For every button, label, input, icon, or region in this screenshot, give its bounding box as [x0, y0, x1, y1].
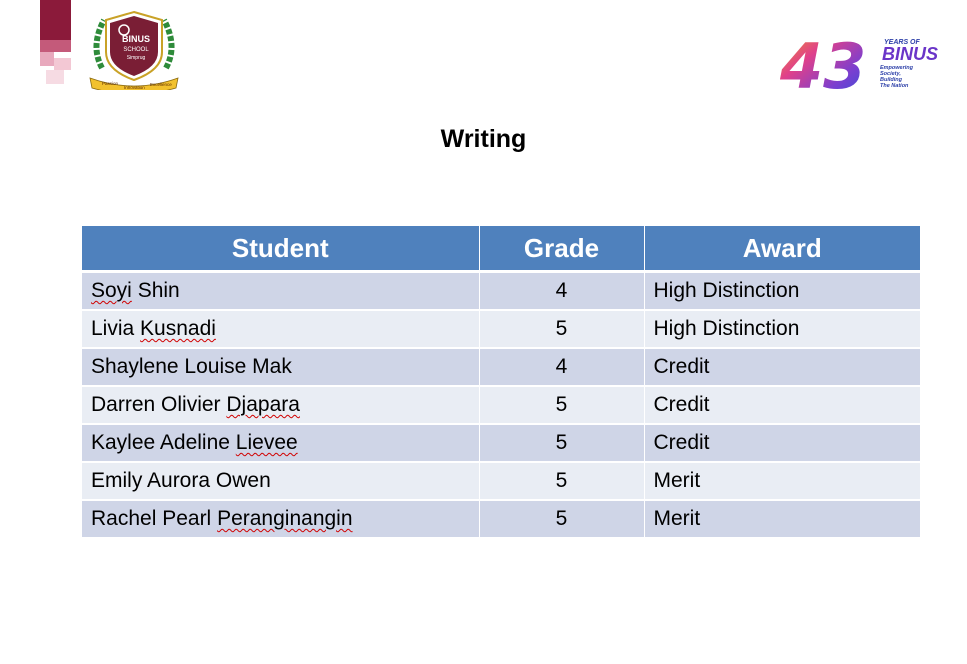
student-first-name: Emily Aurora — [91, 469, 211, 492]
student-last-name: Owen — [215, 469, 271, 492]
student-name — [82, 500, 479, 538]
table-row — [82, 424, 920, 462]
student-name — [82, 272, 479, 311]
ribbon-word-3: Excellence — [150, 82, 172, 87]
student-award: High Distinction — [644, 310, 920, 348]
years-number: 43 — [780, 34, 867, 94]
column-header-award: Award — [644, 226, 920, 272]
tagline-2: Society, — [880, 71, 901, 77]
decorative-corner-strip — [40, 0, 71, 90]
student-grade: 5 — [479, 386, 644, 424]
table-row — [82, 348, 920, 386]
tagline-3: Building — [880, 77, 902, 83]
student-last-name: Kusnadi — [140, 317, 216, 340]
student-grade: 5 — [479, 310, 644, 348]
student-name — [82, 348, 479, 386]
student-name — [82, 310, 479, 348]
student-award: Credit — [644, 348, 920, 386]
column-header-grade: Grade — [479, 226, 644, 272]
student-last-name: Lievee — [235, 431, 298, 454]
student-last-name: Shin — [137, 279, 180, 302]
student-last-name: Mak — [252, 355, 292, 378]
student-award: High Distinction — [644, 272, 920, 311]
years-of-label: YEARS OF — [884, 39, 920, 46]
student-first-name: Darren Olivier — [91, 393, 221, 416]
student-award: Credit — [644, 386, 920, 424]
binus-43-years-logo — [780, 34, 945, 94]
student-name — [82, 424, 479, 462]
brand-label: BINUS — [882, 44, 939, 64]
student-grade: 4 — [479, 272, 644, 311]
binus-school-crest-logo — [88, 8, 180, 90]
student-grade: 4 — [479, 348, 644, 386]
table-row — [82, 310, 920, 348]
table-row — [82, 386, 920, 424]
column-header-student: Student — [82, 226, 479, 272]
ribbon-word-2: Innovation — [124, 85, 145, 90]
student-award: Merit — [644, 500, 920, 538]
table-row — [82, 462, 920, 500]
table-row — [82, 500, 920, 538]
page-title: Writing — [440, 125, 527, 153]
crest-line1: BINUS — [121, 34, 151, 44]
results-table — [82, 226, 920, 539]
student-award: Credit — [644, 424, 920, 462]
student-first-name: Kaylee Adeline — [91, 431, 230, 454]
crest-line3: Simprug — [126, 55, 146, 61]
ribbon-word-1: Passion — [102, 81, 119, 86]
table-row — [82, 272, 920, 311]
student-grade: 5 — [479, 462, 644, 500]
student-name — [82, 386, 479, 424]
student-first-name: Shaylene Louise — [91, 355, 247, 378]
student-first-name: Rachel Pearl — [91, 507, 212, 530]
student-grade: 5 — [479, 424, 644, 462]
crest-line2: SCHOOL — [123, 47, 149, 53]
student-name — [82, 462, 479, 500]
student-grade: 5 — [479, 500, 644, 538]
student-last-name: Djapara — [226, 393, 300, 416]
tagline-1: Empowering — [880, 65, 914, 71]
student-award: Merit — [644, 462, 920, 500]
student-first-name: Soyi — [91, 279, 132, 302]
tagline-4: The Nation — [880, 83, 909, 89]
student-first-name: Livia — [91, 317, 135, 340]
student-last-name: Peranginangin — [217, 507, 353, 530]
table-header-row — [82, 226, 920, 272]
